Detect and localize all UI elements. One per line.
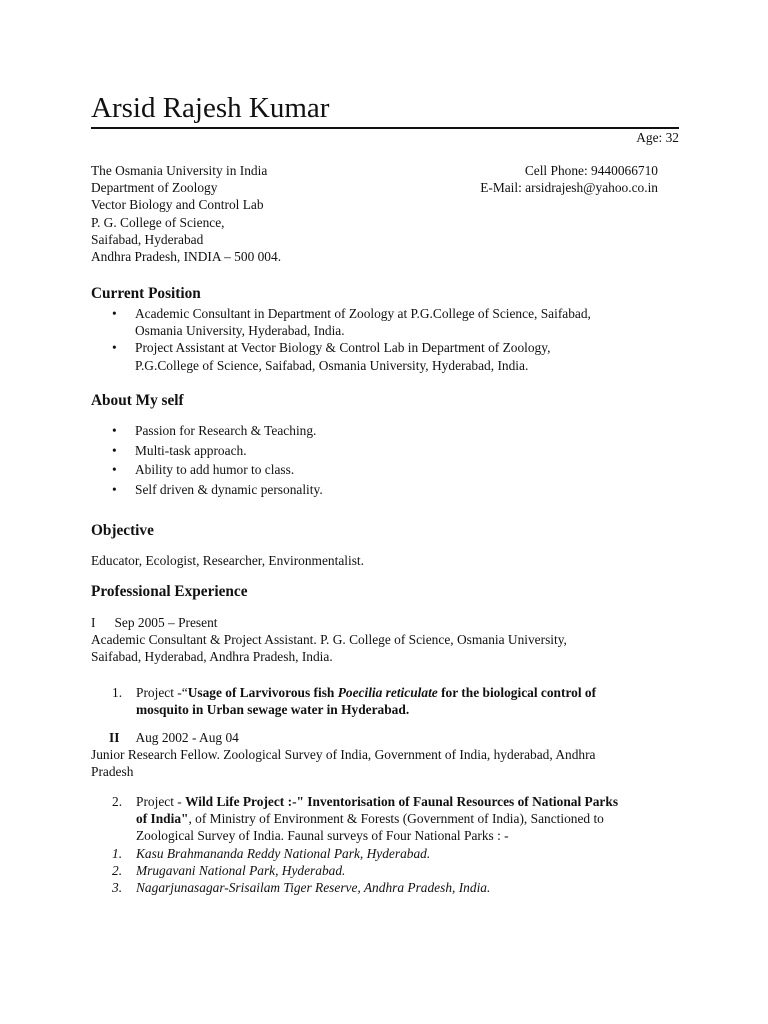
objective-text: Educator, Ecologist, Researcher, Environmentalist. (91, 553, 364, 568)
park-number: 2. (112, 863, 123, 878)
park-name: Mrugavani National Park, Hyderabad. (136, 863, 346, 878)
address-line: Vector Biology and Control Lab (91, 197, 264, 213)
title-rule (91, 127, 679, 129)
bullet-icon: • (112, 423, 117, 438)
experience-heading: Professional Experience (91, 583, 248, 600)
park-name: Nagarjunasagar-Srisailam Tiger Reserve, Andhra Pradesh, India. (136, 880, 491, 895)
entry-period: Sep 2005 – Present (114, 615, 218, 630)
list-item (0, 481, 323, 498)
address-line: Department of Zoology (91, 180, 218, 196)
entry-desc: Junior Research Fellow. Zoological Survey of India, Government of India, hyderabad, Andhra (91, 747, 596, 763)
entry-period: Aug 2002 - Aug 04 (135, 730, 239, 745)
project-title: Usage of Larvivorous fish (187, 685, 338, 700)
list-item (0, 422, 323, 439)
bullet-icon: • (112, 462, 117, 478)
current-position-heading: Current Position (91, 285, 201, 302)
list-item-text: Self driven & dynamic personality. (135, 482, 323, 498)
phone-text: Cell Phone: 9440066710 (524, 163, 658, 178)
list-item (0, 461, 323, 478)
species-name: Poecilia reticulate (337, 685, 438, 700)
list-item-text: Project Assistant at Vector Biology & Control Lab in Department of Zoology, (135, 340, 551, 356)
contact-block (458, 162, 658, 196)
park-name: Kasu Brahmananda Reddy National Park, Hyderabad. (136, 846, 431, 861)
experience-entry-1 (91, 614, 567, 666)
email-text: E-Mail: arsidrajesh@yahoo.co.in (480, 180, 658, 196)
objective-heading: Objective (91, 522, 154, 539)
list-item-text: Ability to add humor to class. (135, 462, 295, 478)
project-prefix: Project - (136, 794, 186, 809)
entry-numeral: I (91, 615, 96, 630)
park-number: 1. (112, 846, 123, 861)
project-title: of India" (136, 811, 189, 826)
entry-numeral: II (109, 730, 120, 745)
about-heading: About My self (91, 392, 184, 409)
project-number: 2. (112, 794, 123, 809)
current-position-list (0, 305, 591, 374)
entry-desc: Pradesh (91, 764, 134, 780)
address-line: Saifabad, Hyderabad (91, 231, 204, 247)
resume-name: Arsid Rajesh Kumar (91, 92, 330, 124)
project-desc: , of Ministry of Environment & Forests (Government of India), Sanctioned to (188, 811, 604, 826)
bullet-icon: • (112, 340, 117, 356)
address-line: Andhra Pradesh, INDIA – 500 004. (91, 249, 282, 265)
age-text: Age: 32 (636, 130, 679, 145)
project-desc: Zoological Survey of India. Faunal surveys of Four National Parks : - (136, 828, 509, 843)
experience-entry-2 (91, 729, 596, 781)
bullet-icon: • (112, 306, 117, 321)
address-line: The Osmania University in India (91, 163, 268, 178)
project-number: 1. (112, 685, 123, 700)
project-prefix: Project -“ (136, 685, 188, 700)
list-item (0, 305, 591, 339)
list-item-text: Osmania University, Hyderabad, India. (135, 323, 345, 339)
bullet-icon: • (112, 442, 117, 458)
about-list (0, 422, 323, 498)
list-item-text: Academic Consultant in Department of Zoology at P.G.College of Science, Saifabad, (135, 306, 591, 321)
address-line: P. G. College of Science, (91, 214, 225, 230)
entry-desc: Academic Consultant & Project Assistant. P. G. College of Science, Osmania University, (91, 632, 567, 648)
list-item-text: Multi-task approach. (135, 442, 247, 458)
project-title: Wild Life Project :-" Inventorisation of Faunal Resources of National Parks (185, 794, 619, 809)
bullet-icon: • (112, 482, 117, 498)
list-item-text: Passion for Research & Teaching. (135, 423, 317, 438)
park-number: 3. (112, 880, 123, 895)
list-item (0, 442, 323, 459)
project-title: mosquito in Urban sewage water in Hyderabad. (136, 702, 410, 717)
list-item (0, 339, 591, 373)
project-title: for the biological control of (437, 685, 597, 700)
entry-desc: Saifabad, Hyderabad, Andhra Pradesh, India. (91, 649, 333, 665)
list-item-text: P.G.College of Science, Saifabad, Osmania University, Hyderabad, India. (135, 357, 529, 373)
address-block (91, 162, 281, 265)
